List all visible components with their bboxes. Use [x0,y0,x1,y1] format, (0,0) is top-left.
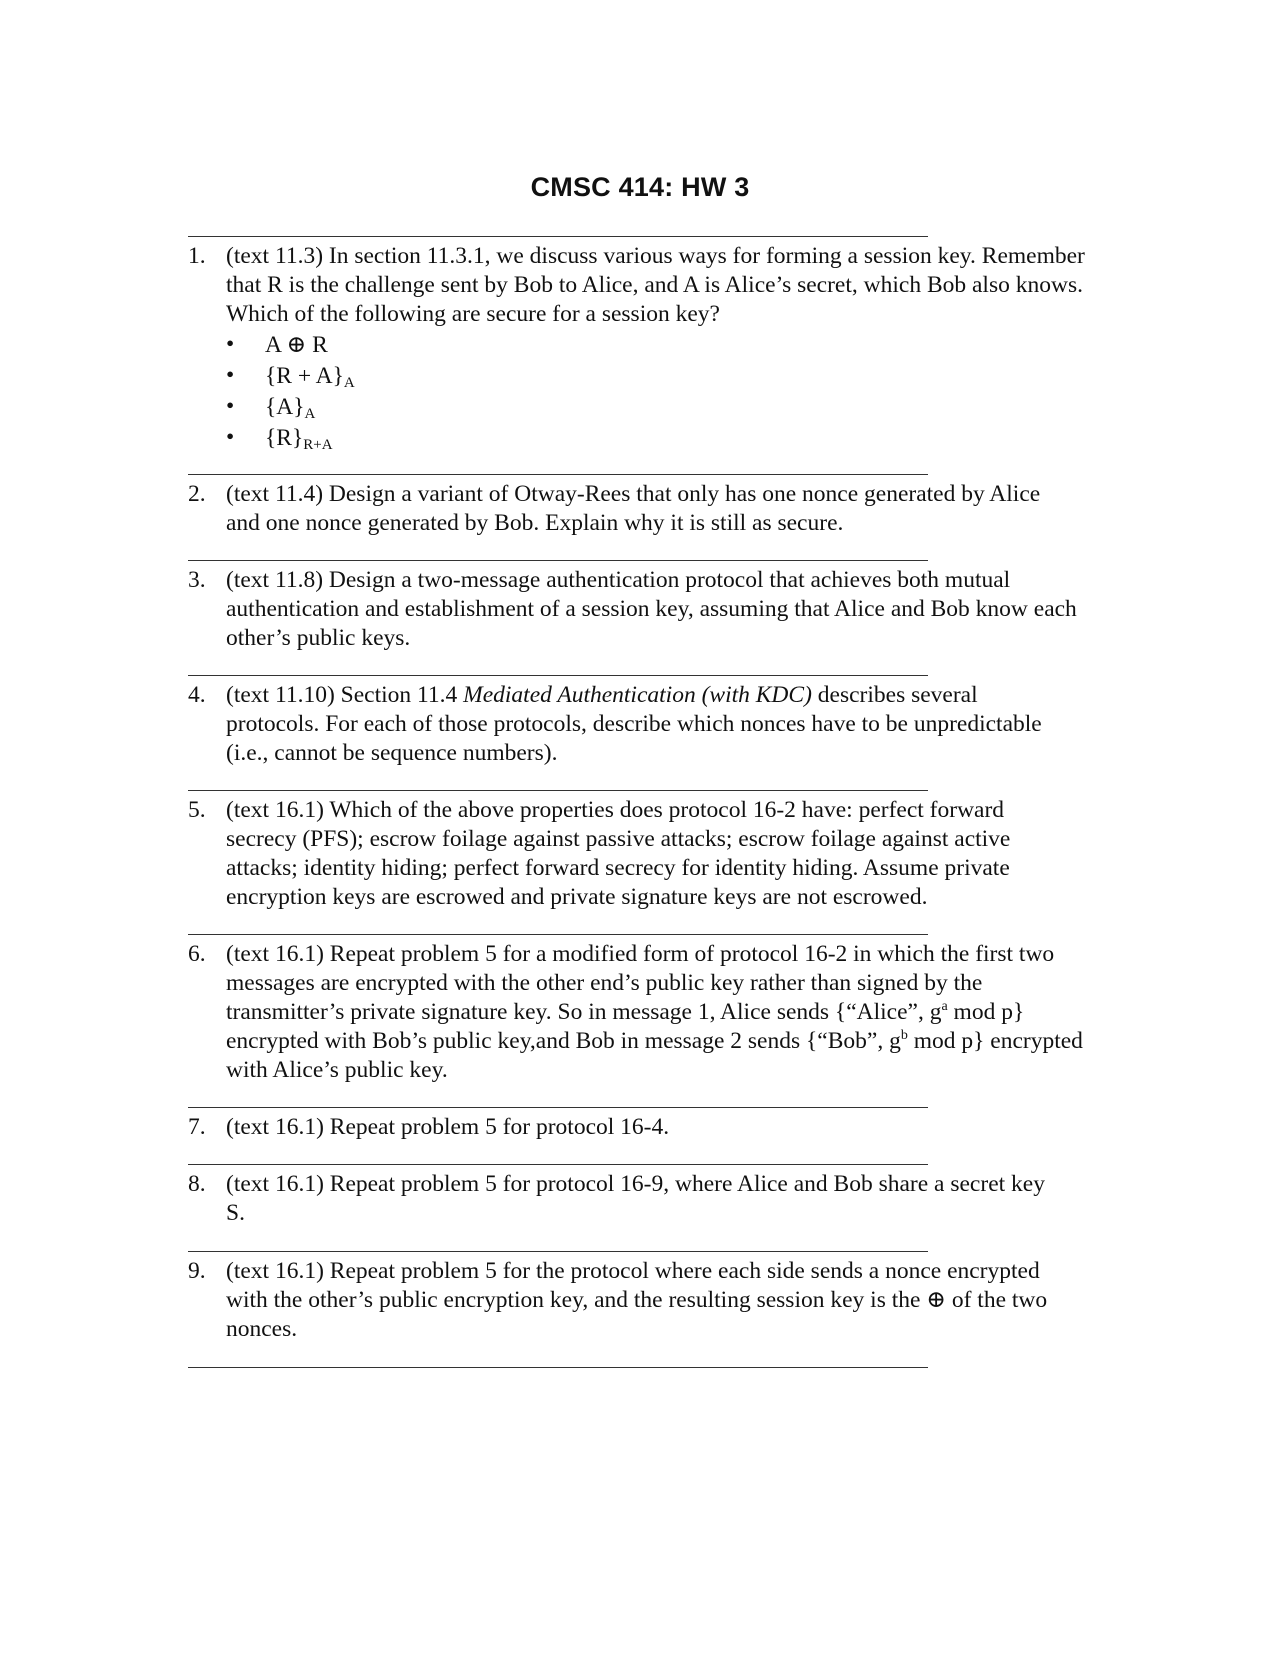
problem-text-part: (text 11.10) Section 11.4 [226,682,464,708]
page-title: CMSC 414: HW 3 [530,172,750,202]
divider [188,1367,928,1368]
problem-text [226,681,1056,768]
problem-text: (text 16.1) Repeat problem 5 for protocol 16-9, where Alice and Bob share a secret key S. [226,1171,1045,1226]
option-text: {A} [265,394,305,420]
divider [188,934,928,935]
option-text: {R} [265,425,304,451]
divider [188,474,928,475]
problem-text-part: describes several protocols. For each of those protocols, describe which nonces have to be unpredictable (i.e., cannot be sequence numbers). [226,682,1042,766]
bullet-icon: • [226,362,235,388]
divider [188,236,928,237]
divider [188,1107,928,1108]
problem-5 [188,796,1088,912]
problem-7 [188,1113,1088,1142]
problem-4 [188,681,1088,768]
problem-text: (text 11.4) Design a variant of Otway-Rees that only has one nonce generated by Alice and one nonce generated by Bob. Explain why it is still as secure. [226,481,1041,536]
problem-2 [188,480,1088,538]
option-list [188,331,1088,455]
option-r [226,424,1088,455]
problem-9 [188,1257,1088,1344]
problem-number: 1. [188,243,206,269]
problem-number: 4. [188,682,206,708]
problem-number: 9. [188,1258,206,1284]
option-a-xor-r [226,331,1088,362]
exponent: b [900,1028,908,1043]
problem-number: 7. [188,1114,206,1140]
divider [188,1251,928,1252]
option-subscript: A [304,406,316,422]
problem-1 [188,242,1088,455]
divider [188,790,928,791]
option-subscript: A [343,375,355,391]
problem-text: (text 16.1) Repeat problem 5 for protocol 16-4. [226,1114,670,1140]
problem-number: 3. [188,567,206,593]
divider [188,1164,928,1165]
bullet-icon: • [226,331,235,357]
bullet-icon: • [226,393,235,419]
problem-text-part: mod p} encrypted with Alice’s public key. [226,1028,1083,1083]
option-text: {R + A} [265,363,344,389]
problem-3 [188,566,1088,653]
bullet-icon: • [226,424,235,450]
option-a [226,393,1088,424]
problem-text: (text 11.3) In section 11.3.1, we discuss various ways for forming a session key. Remember that R is the challenge sent by Bob to Alice, and A is Alice’s secret, which Bob also knows. Which of the following are secure for a session key? [226,243,1085,327]
problem-text: (text 16.1) Repeat problem 5 for the protocol where each side sends a nonce encrypted with the other’s public encryption key, and the resulting session key is the ⊕ of the two nonces. [226,1258,1048,1342]
problem-text [226,940,1084,1085]
problem-text: (text 11.8) Design a two-message authentication protocol that achieves both mutual authentication and establishment of a session key, assuming that Alice and Bob know each other’s public keys. [226,567,1077,651]
problem-8 [188,1170,1088,1228]
option-text: A ⊕ R [265,332,328,358]
problem-text-part: mod p} encrypted with Bob’s public key,and Bob in message 2 sends {“Bob”, g [226,999,1025,1054]
problem-number: 5. [188,797,206,823]
option-r-plus-a [226,362,1088,393]
divider [188,560,928,561]
option-subscript: R+A [303,437,333,453]
problem-number: 6. [188,941,206,967]
problem-6 [188,940,1088,1085]
problem-number: 8. [188,1171,206,1197]
divider [188,675,928,676]
section-title: Mediated Authentication (with KDC) [463,682,812,708]
problem-text-part: (text 16.1) Repeat problem 5 for a modified form of protocol 16-2 in which the first two messages are encrypted with the other end’s public key rather than signed by the transmitter’s private signature key. So in message 1, Alice sends {“Alice”, g [226,941,1055,1025]
problem-text: (text 16.1) Which of the above properties does protocol 16-2 have: perfect forward secrecy (PFS); escrow foilage against passive attacks; escrow foilage against active attacks; identity hiding; perfect forward secrecy for identity hiding. Assume private encryption keys are escrowed and private signature keys are not escrowed. [226,797,1011,910]
problem-number: 2. [188,481,206,507]
exponent: a [941,999,948,1014]
